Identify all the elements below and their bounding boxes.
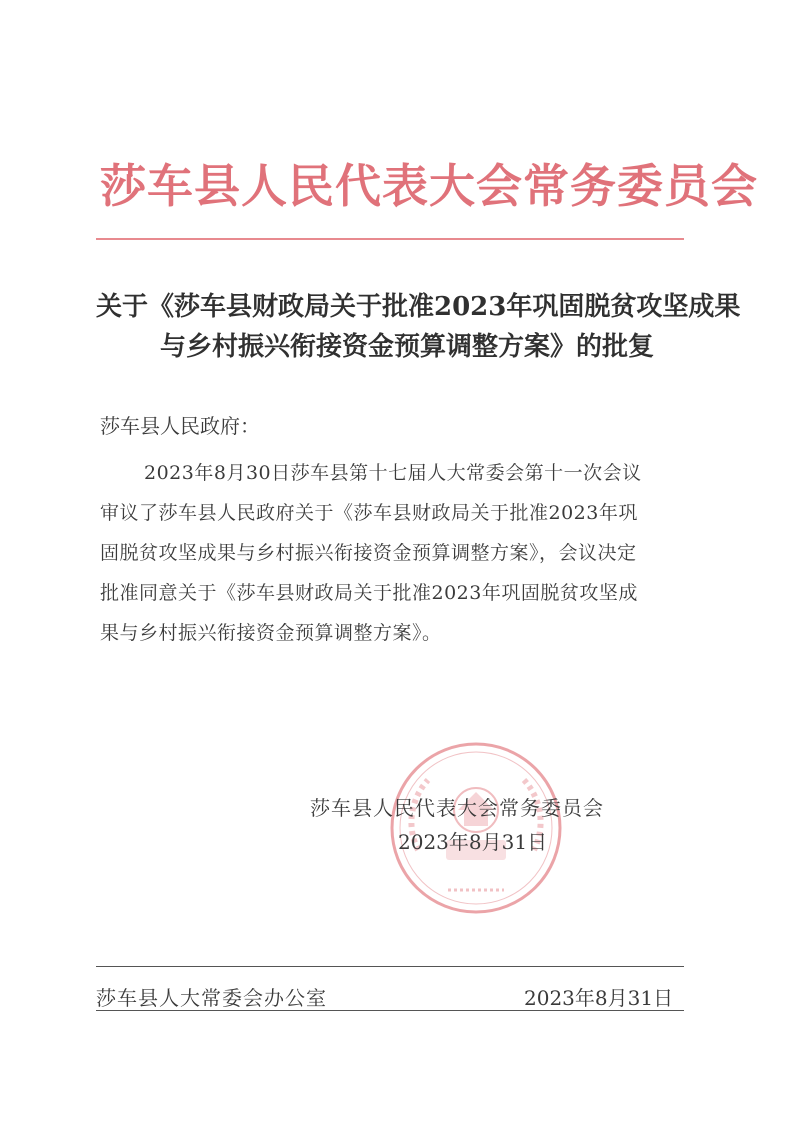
footer-issuing-office: 莎车县人大常委会办公室 (96, 986, 327, 1010)
document-title-line-2: 与乡村振兴衔接资金预算调整方案》的批复 (160, 332, 655, 362)
signature-org: 莎车县人民代表大会常务委员会 (310, 796, 604, 820)
footer-issue-date: 2023年8月31日 (524, 986, 674, 1010)
footer-bottom-rule (96, 1010, 684, 1011)
footer-top-rule (96, 966, 684, 967)
signature-date: 2023年8月31日 (398, 830, 548, 854)
header-red-rule (96, 238, 684, 240)
body-line: 审议了莎车县人民政府关于《莎车县财政局关于批准2023年巩 (100, 502, 638, 524)
body-line: 固脱贫攻坚成果与乡村振兴衔接资金预算调整方案》，会议决定 (100, 542, 637, 564)
issuing-org-header: 莎车县人民代表大会常务委员会 (100, 159, 758, 213)
body-line: 批准同意关于《莎车县财政局关于批准2023年巩固脱贫攻坚成 (100, 582, 638, 604)
body-line: 2023年8月30日莎车县第十七届人大常委会第十一次会议 (144, 462, 642, 484)
body-line: 果与乡村振兴衔接资金预算调整方案》。 (100, 622, 442, 644)
addressee: 莎车县人民政府： (100, 414, 260, 438)
document-title-line-1: 关于《莎车县财政局关于批准2023年巩固脱贫攻坚成果 (96, 292, 741, 322)
